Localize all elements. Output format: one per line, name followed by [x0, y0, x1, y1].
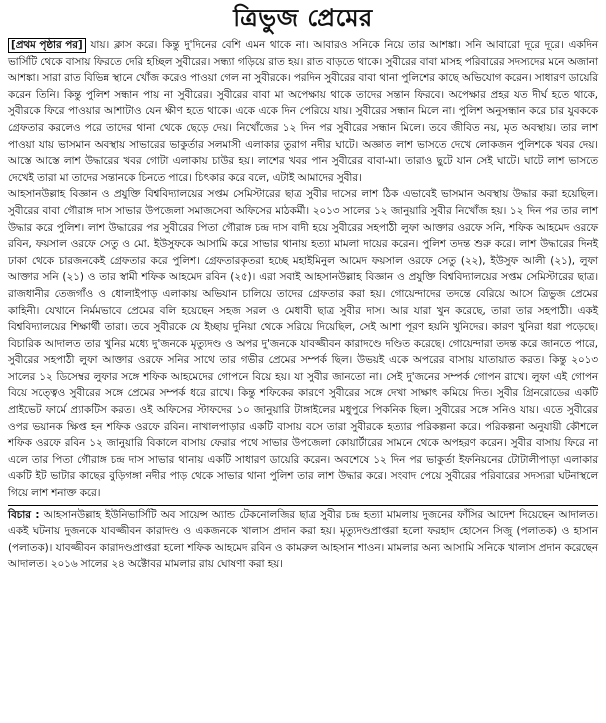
- verdict-label: বিচার :: [8, 508, 40, 521]
- continuation-label: [প্রথম পৃষ্ঠার পর]: [8, 38, 86, 53]
- verdict-text: আহসানউল্লাহ ইউনিভার্সিটি অব সায়েন্স অ্যান্ড টেকনোলজির ছাত্র সুবীর চন্দ্র হত্যা মামলায় দুজনের ফাঁসির আদেশ দিয়েছেন আদালত। একই ঘটনায় দুজনকে যাবজ্জীবন কারাদণ্ড ও একজনকে খালাস প্রদান করা হয়। মৃত্যুদণ্ডপ্রাপ্তরা হলো ফরহাদ হোসেন সিজু (পলাতক) ও হাসান (পলাতক)। যাবজ্জীবন কারাদণ্ডপ্রাপ্তরা হলো শফিক আহমেদ রবিন ও কামরুল আহসান শাওন। মামলার অন্য আসামি সনিকে খালাস প্রদান করেছেন আদালত। ২০১৬ সালের ২৪ অক্টোবর মামলার রায় ঘোষণা করা হয়।: [8, 508, 598, 571]
- article-body: [8, 37, 598, 502]
- article-page: [0, 3, 606, 723]
- paragraph-text: আহসানউল্লাহ বিজ্ঞান ও প্রযুক্তি বিশ্ববিদ্যালয়ের সপ্তম সেমিস্টারের ছাত্র সুবীর দাসের লাশ ঠিক এভাবেই ভাসমান অবস্থায় উদ্ধার করা হয়েছিল। সুবীরের বাবা গৌরাঙ্গ দাস সাভার উপজেলা সমাজসেবা অফিসের মাঠকর্মী। ২০১৩ সালের ১২ জানুয়ারি সুবীর নিখোঁজ হয়। ১২ দিন পর তার লাশ উদ্ধার করে পুলিশ। লাশ উদ্ধারের পর সুবীরের পিতা গৌরাঙ্গ চন্দ্র দাস বাদী হয়ে সুবীরের সহপাঠী লুফা আক্তার ওরফে সনি, শফিক আহমেদ ওরফে রবিন, ফয়সাল ওরফে সেতু ও মো. ইউসুফকে আসামি করে সাভার থানায় হত্যা মামলা দায়ের করেন। পুলিশ তদন্ত শুরু করে। লাশ উদ্ধারের দিনই ঢাকা থেকে চারজনকেই গ্রেফতার করে পুলিশ। গ্রেফতারকৃতরা হচ্ছে মহাইমিনুল আমেদ ফয়সাল ওরফে সেতু (২২), ইউসুফ আলী (২১), লুফা আক্তার সনি (২১) ও তার স্বামী শফিক আহমেদ রবিন (২৫)। এরা সবাই আহসানউল্লাহ বিজ্ঞান ও প্রযুক্তি বিশ্ববিদ্যালয়ের সপ্তম সেমিস্টারের ছাত্র। রাজধানীর তেজগাঁও ও ধোলাইপাড় এলাকায় অভিযান চালিয়ে তাদের গ্রেফতার করা হয়। গোয়েন্দাদের তদন্তে বেরিয়ে আসে ত্রিভুজ প্রেমের কাহিনী। যেখানে নির্মমভাবে প্রেমের বলি হয়েছেন সহজ সরল ও মেধাবী ছাত্র সুবীর দাস। আর যারা খুন করেছে, তারা তার সহপাঠী। একই বিশ্ববিদ্যালয়ের শিক্ষার্থী তারা। তবে সুবীরকে যে ইচ্ছায় দুনিয়া থেকে সরিয়ে দিয়েছিল, সেই আশা পূরণ হয়নি খুনিদের। কারণ খুনিরা ধরা পড়েছে। বিচারিক আদালত তার খুনির মধ্যে দু'জনকে মৃত্যুদণ্ড ও অপর দু'জনকে যাবজ্জীবন কারাদণ্ডে দণ্ডিত করেছে। গোয়েন্দারা তদন্ত করে জানতে পারে, সুবীরের সহপাঠী লুফা আক্তার ওরফে সনির সাথে তার গভীর প্রেমের সম্পর্ক ছিল। উভয়ই একে অপরের বাসায় যাতায়াত করত। কিন্তু ২০১৩ সালের ১২ ডিসেম্বর লুফার সঙ্গে শফিক আহমেদের গোপনে বিয়ে হয়। যা সুবীর জানতো না। সেই দু'জনের সম্পর্ক গোপন রাখে। লুফা এই গোপন বিয়ে সত্ত্বেও সুবীরের সঙ্গে প্রেমের সম্পর্ক ধরে রাখে। কিন্তু শফিকের কারণে সুবীরের সঙ্গে দেখা সাক্ষাৎ কমিয়ে দিত। সুবীর গ্রিনরোডের একটি প্রাইভেট ফার্মে প্র্যাকটিস করত। ওই অফিসের স্টাফদের ১০ জানুয়ারি টাঙ্গাইলের মধুপুরে পিকনিক ছিল। সুবীরের সঙ্গে সনিও যায়। এতে সুবীরের ওপর ভয়ানক ক্ষিপ্ত হন শফিক ওরফে রবিন। নাখালপাড়ার একটি বাসায় বসে তারা সুবীরকে হত্যার পরিকল্পনা করে। পরিকল্পনা অনুযায়ী কৌশলে শফিক ওরফে রবিন ১২ জানুয়ারি বিকালে বাসায় ফেরার পথে সাভার উপজেলা কোয়ার্টারের সামনে থেকে অপহরণ করেন। সুবীর বাসায় ফিরে না এলে তার পিতা গৌরাঙ্গ চন্দ্র দাস সাভার থানায় একটি সাধারণ ডায়েরি করেন। অবশেষে ১২ দিন পর ভাকুর্তা ইফনিয়নের টোটালীপাড়া এলাকার একটি ইট ভাটার কাছের বুড়িগঙ্গা নদীর পাড় থেকে সাভার থানা পুলিশ তার লাশ উদ্ধার করে। সংবাদ পেয়ে সুবীরের পরিবারের সদস্যরা ঘটনাস্থলে গিয়ে লাশ শনাক্ত করে।: [8, 188, 598, 500]
- verdict-section: [8, 505, 598, 573]
- paragraph-text: যায়। ক্লাস করে। কিন্তু দু'দিনের বেশি এমন থাকে না। আবারও সনিকে নিয়ে তার আশঙ্কা। সনি আবারো দূরে দূরে। একদিন ভার্সিটি থেকে বাসায় ফিরতে দেরি হচ্ছিল সুবীরের। সন্ধ্যা গড়িয়ে রাত হয়। রাত বাড়তে থাকে। সুবীরের বাবা মাসহ পরিবারের সদস্যদের মনে অজানা আশঙ্কা। সারা রাত বিভিন্ন স্থানে খোঁজ করেও পাওয়া গেল না সুবীরকে। পরদিন সুবীরের বাবা থানা পুলিশের কাছে অভিযোগ করেন। সাধারণ ডায়েরি করেন তিনি। কিন্তু পুলিশ সন্ধান পায় না সুবীরের। সুবীরের বাবা মা অপেক্ষায় থাকে তাদের সন্তান ফিরবে। অপেক্ষার প্রহর যত দীর্ঘ হতে থাকে, সুবীরকে ফিরে পাওয়ার আশাটাও যেন ক্ষীণ হতে থাকে। একে একে দিন পেরিয়ে যায়। সুবীরের সন্ধান মিলে না। পুলিশ অনুসন্ধান করে চার যুবককে গ্রেফতার করলেও পরে তাদের থানা থেকে ছেড়ে দেয়। নিখোঁজের ১২ দিন পর সুবীরের সন্ধান মিলে। তবে জীবিত নয়, মৃত অবস্থায়। তার লাশ পাওয়া যায় ভাসমান অবস্থায় সাভারের ভাকুর্তার সলমাসী এলাকার তুরাগ নদীর ঘাটে। অজ্ঞাত লাশ ভাসতে দেখে লোকজন পুলিশকে খবর দেয়। আস্তে আস্তে লাশ উদ্ধারের খবর গোটা এলাকায় চাউর হয়। লাশের খবর পান সুবীরের বাবা-মা। তারাও ছুটে যান সেই ঘাটে। ঘাটে লাশ ভাসতে দেখেই তারা মা তাদের সন্তানকে চিনতে পারে। চিৎকার করে বলে, এটাই আমাদের সুবীর।: [8, 39, 598, 184]
- article-paragraph-2: [8, 186, 598, 501]
- article-headline: ত্রিভুজ প্রেমের: [233, 4, 373, 32]
- article-paragraph-1: [8, 37, 598, 186]
